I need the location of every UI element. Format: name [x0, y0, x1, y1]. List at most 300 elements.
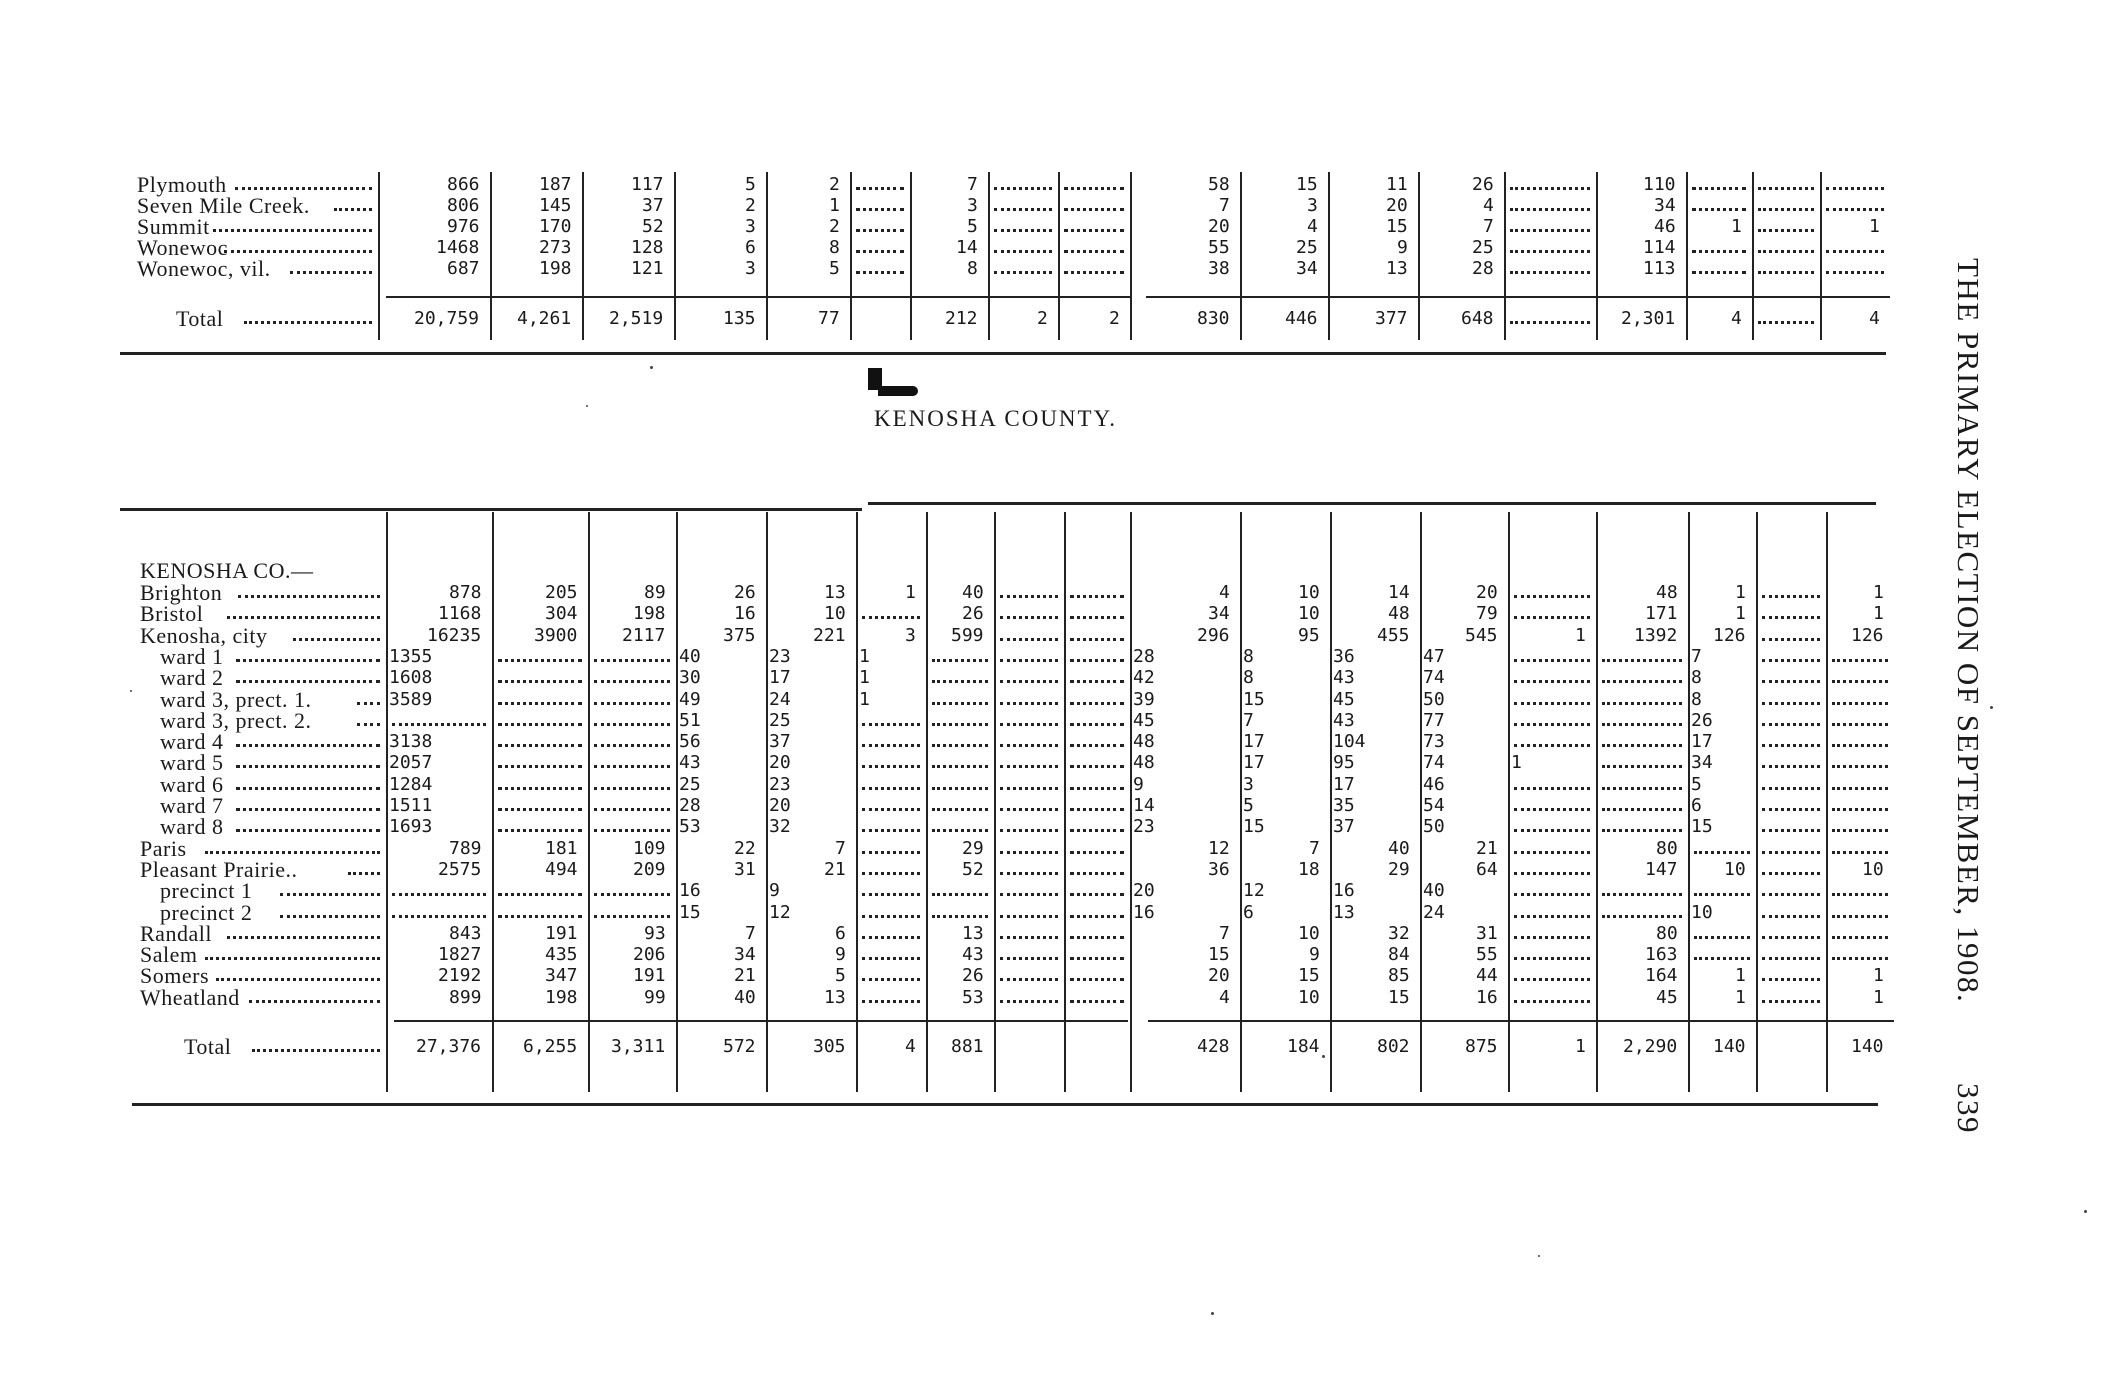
empty-cell-dots — [498, 702, 582, 705]
cell-value: 187 — [539, 174, 572, 195]
empty-cell-dots — [1602, 723, 1682, 726]
cell-value: 4 — [1869, 308, 1880, 329]
cell-value: 12 — [769, 901, 791, 923]
empty-cell-dots — [1762, 702, 1820, 705]
empty-cell-dots — [862, 893, 920, 896]
empty-cell-dots — [1514, 957, 1590, 960]
empty-cell-dots — [1000, 680, 1058, 683]
cell-value: 10 — [1298, 603, 1320, 625]
column-rule — [386, 512, 388, 1092]
cell-value: 6 — [1243, 901, 1254, 923]
leader-dots — [290, 271, 372, 274]
cell-value: 4 — [1219, 986, 1230, 1008]
empty-cell-dots — [1832, 915, 1888, 918]
cell-value: 7 — [1691, 645, 1702, 667]
empty-cell-dots — [1762, 744, 1820, 747]
cell-value: 40 — [679, 645, 701, 667]
cell-value: 42 — [1133, 667, 1155, 689]
cell-value: 95 — [1298, 624, 1320, 646]
cell-value: 147 — [1645, 858, 1678, 880]
print-speck — [1538, 1255, 1540, 1257]
empty-cell-dots — [1000, 893, 1058, 896]
cell-value: 11 — [1386, 174, 1408, 195]
cell-value: 1 — [1873, 582, 1884, 603]
cell-value: 1 — [1735, 986, 1746, 1008]
cell-value: 99 — [644, 986, 666, 1008]
cell-value: 3 — [745, 216, 756, 237]
cell-value: 6 — [835, 922, 846, 944]
cell-value: 7 — [1483, 216, 1494, 237]
empty-cell-dots — [1762, 1000, 1820, 1003]
empty-cell-dots — [1602, 808, 1682, 811]
leader-dots — [244, 321, 372, 324]
empty-cell-dots — [1826, 187, 1884, 190]
column-rule — [856, 512, 858, 1092]
print-speck — [586, 405, 588, 407]
column-rule — [1130, 172, 1132, 340]
empty-cell-dots — [856, 187, 904, 190]
empty-cell-dots — [1000, 957, 1058, 960]
cell-value: 572 — [723, 1036, 756, 1057]
cell-value: 32 — [769, 816, 791, 838]
empty-cell-dots — [1070, 787, 1124, 790]
cell-value: 296 — [1197, 624, 1230, 646]
cell-value: 89 — [644, 582, 666, 603]
cell-value: 6 — [1691, 795, 1702, 816]
empty-cell-dots — [1762, 829, 1820, 832]
cell-value: 48 — [1656, 582, 1678, 603]
column-rule — [492, 512, 494, 1092]
empty-cell-dots — [392, 915, 486, 918]
cell-value: 74 — [1423, 667, 1445, 689]
empty-cell-dots — [1070, 1000, 1124, 1003]
column-rule — [994, 512, 996, 1092]
column-rule — [1330, 512, 1332, 1092]
cell-value: 30 — [679, 667, 701, 689]
cell-value: 28 — [679, 795, 701, 816]
cell-value: 20 — [769, 752, 791, 774]
cell-value: 12 — [1243, 880, 1265, 902]
cell-value: 1 — [1511, 752, 1522, 774]
empty-cell-dots — [862, 957, 920, 960]
empty-cell-dots — [1602, 915, 1682, 918]
cell-value: 25 — [1296, 237, 1318, 258]
empty-cell-dots — [1514, 723, 1590, 726]
cell-value: 10 — [1862, 858, 1884, 880]
cell-value: 1693 — [389, 816, 433, 838]
cell-value: 1168 — [438, 603, 482, 625]
empty-cell-dots — [994, 229, 1052, 232]
cell-value: 4 — [1307, 216, 1318, 237]
empty-cell-dots — [1070, 957, 1124, 960]
empty-cell-dots — [594, 659, 670, 662]
cell-value: 43 — [1333, 667, 1355, 689]
empty-cell-dots — [1514, 595, 1590, 598]
empty-cell-dots — [1692, 208, 1746, 211]
cell-value: 7 — [835, 837, 846, 859]
empty-cell-dots — [1070, 829, 1124, 832]
empty-cell-dots — [1832, 702, 1888, 705]
cell-value: 13 — [1333, 901, 1355, 923]
empty-cell-dots — [594, 893, 670, 896]
empty-cell-dots — [994, 187, 1052, 190]
total-rule — [1148, 1020, 1894, 1022]
cell-value: 305 — [813, 1036, 846, 1057]
empty-cell-dots — [1070, 851, 1124, 854]
cell-value: 46 — [1654, 216, 1676, 237]
cell-value: 25 — [679, 773, 701, 795]
leader-dots — [357, 723, 380, 726]
empty-cell-dots — [1832, 829, 1888, 832]
cell-value: 14 — [1133, 795, 1155, 816]
cell-value: 10 — [1298, 582, 1320, 603]
empty-cell-dots — [1762, 915, 1820, 918]
empty-cell-dots — [1514, 893, 1590, 896]
cell-value: 20,759 — [414, 308, 480, 329]
cell-value: 14 — [1388, 582, 1410, 603]
empty-cell-dots — [498, 765, 582, 768]
cell-value: 52 — [962, 858, 984, 880]
cell-value: 3 — [1307, 195, 1318, 216]
cell-value: 17 — [769, 667, 791, 689]
row-label: ward 1 — [160, 643, 224, 669]
cell-value: 2,290 — [1623, 1036, 1678, 1057]
cell-value: 140 — [1851, 1036, 1884, 1057]
empty-cell-dots — [1832, 808, 1888, 811]
empty-cell-dots — [594, 765, 670, 768]
cell-value: 4,261 — [517, 308, 572, 329]
row-label: ward 7 — [160, 793, 224, 818]
column-rule — [1596, 512, 1598, 1092]
row-label: Wonewoc — [137, 235, 228, 260]
cell-value: 2 — [1109, 308, 1120, 329]
cell-value: 24 — [1423, 901, 1445, 923]
empty-cell-dots — [498, 680, 582, 683]
cell-value: 171 — [1645, 603, 1678, 625]
cell-value: 85 — [1388, 965, 1410, 987]
cell-value: 830 — [1197, 308, 1230, 329]
empty-cell-dots — [994, 271, 1052, 274]
cell-value: 26 — [734, 582, 756, 603]
empty-cell-dots — [1070, 616, 1124, 619]
cell-value: 40 — [962, 582, 984, 603]
empty-cell-dots — [1070, 744, 1124, 747]
row-label: Wonewoc, vil. — [137, 256, 271, 281]
empty-cell-dots — [932, 765, 988, 768]
cell-value: 8 — [1691, 688, 1702, 710]
cell-value: 191 — [633, 965, 666, 987]
cell-value: 22 — [734, 837, 756, 859]
cell-value: 7 — [967, 174, 978, 195]
column-rule — [676, 512, 678, 1092]
empty-cell-dots — [1514, 787, 1590, 790]
cell-value: 9 — [1133, 773, 1144, 795]
cell-value: 5 — [745, 174, 756, 195]
cell-value: 53 — [679, 816, 701, 838]
empty-cell-dots — [1514, 744, 1590, 747]
empty-cell-dots — [862, 851, 920, 854]
cell-value: 10 — [1724, 858, 1746, 880]
cell-value: 494 — [545, 858, 578, 880]
leader-dots — [249, 1000, 380, 1003]
empty-cell-dots — [1070, 723, 1124, 726]
empty-cell-dots — [1000, 936, 1058, 939]
cell-value: 27,376 — [416, 1036, 482, 1057]
cell-value: 7 — [1219, 195, 1230, 216]
empty-cell-dots — [1758, 271, 1814, 274]
table-rule — [132, 1103, 1878, 1106]
cell-value: 15 — [1298, 965, 1320, 987]
cell-value: 3 — [1243, 773, 1254, 795]
cell-value: 23 — [769, 645, 791, 667]
cell-value: 899 — [449, 986, 482, 1008]
empty-cell-dots — [498, 744, 582, 747]
cell-value: 221 — [813, 624, 846, 646]
column-rule — [1756, 512, 1758, 1092]
cell-value: 648 — [1461, 308, 1494, 329]
column-rule — [766, 172, 768, 340]
cell-value: 34 — [1296, 258, 1318, 279]
column-rule — [1240, 172, 1242, 340]
cell-value: 20 — [1208, 216, 1230, 237]
column-rule — [588, 512, 590, 1092]
empty-cell-dots — [1000, 595, 1058, 598]
row-label: precinct 1 — [160, 878, 253, 904]
empty-cell-dots — [932, 702, 988, 705]
cell-value: 43 — [962, 944, 984, 966]
empty-cell-dots — [392, 723, 486, 726]
empty-cell-dots — [1762, 851, 1820, 854]
cell-value: 45 — [1333, 688, 1355, 710]
empty-cell-dots — [594, 723, 670, 726]
cell-value: 8 — [829, 237, 840, 258]
cell-value: 49 — [679, 688, 701, 710]
empty-cell-dots — [1762, 680, 1820, 683]
cell-value: 48 — [1133, 752, 1155, 774]
empty-cell-dots — [1602, 787, 1682, 790]
empty-cell-dots — [1514, 851, 1590, 854]
empty-cell-dots — [1000, 851, 1058, 854]
row-label: ward 2 — [160, 665, 224, 691]
cell-value: 15 — [1388, 986, 1410, 1008]
cell-value: 29 — [1388, 858, 1410, 880]
empty-cell-dots — [498, 723, 582, 726]
cell-value: 18 — [1298, 858, 1320, 880]
empty-cell-dots — [1762, 893, 1820, 896]
cell-value: 4 — [905, 1036, 916, 1057]
empty-cell-dots — [932, 723, 988, 726]
cell-value: 20 — [1208, 965, 1230, 987]
cell-value: 1468 — [436, 237, 480, 258]
leader-dots — [236, 765, 380, 768]
empty-cell-dots — [1762, 595, 1820, 598]
cell-value: 32 — [1388, 922, 1410, 944]
cell-value: 4 — [1483, 195, 1494, 216]
empty-cell-dots — [594, 680, 670, 683]
cell-value: 206 — [633, 944, 666, 966]
leader-dots — [227, 616, 380, 619]
empty-cell-dots — [1000, 702, 1058, 705]
empty-cell-dots — [594, 744, 670, 747]
cell-value: 3,311 — [611, 1036, 666, 1057]
empty-cell-dots — [1762, 872, 1820, 875]
empty-cell-dots — [1758, 187, 1814, 190]
cell-value: 104 — [1333, 731, 1366, 753]
cell-value: 1355 — [389, 645, 433, 667]
empty-cell-dots — [1000, 829, 1058, 832]
leader-dots — [205, 957, 380, 960]
empty-cell-dots — [1832, 787, 1888, 790]
cell-value: 9 — [1397, 237, 1408, 258]
empty-cell-dots — [1514, 829, 1590, 832]
cell-value: 35 — [1333, 795, 1355, 816]
empty-cell-dots — [1064, 250, 1124, 253]
empty-cell-dots — [1064, 229, 1124, 232]
cell-value: 40 — [1388, 837, 1410, 859]
cell-value: 1 — [859, 645, 870, 667]
empty-cell-dots — [1832, 765, 1888, 768]
empty-cell-dots — [594, 787, 670, 790]
cell-value: 9 — [769, 880, 780, 902]
cell-value: 5 — [835, 965, 846, 987]
empty-cell-dots — [1832, 659, 1888, 662]
empty-cell-dots — [862, 744, 920, 747]
cell-value: 5 — [1691, 773, 1702, 795]
leader-dots — [213, 229, 372, 232]
cell-value: 198 — [539, 258, 572, 279]
cell-value: 145 — [539, 195, 572, 216]
cell-value: 17 — [1333, 773, 1355, 795]
empty-cell-dots — [498, 659, 582, 662]
empty-cell-dots — [1762, 638, 1820, 641]
cell-value: 26 — [962, 603, 984, 625]
empty-cell-dots — [1514, 1000, 1590, 1003]
column-rule — [850, 172, 852, 340]
empty-cell-dots — [862, 829, 920, 832]
empty-cell-dots — [1070, 893, 1124, 896]
cell-value: 13 — [824, 986, 846, 1008]
cell-value: 34 — [1691, 752, 1713, 774]
table-rule — [120, 508, 862, 511]
cell-value: 114 — [1643, 237, 1676, 258]
leader-dots — [205, 851, 380, 854]
empty-cell-dots — [1692, 271, 1746, 274]
cell-value: 55 — [1208, 237, 1230, 258]
cell-value: 170 — [539, 216, 572, 237]
column-rule — [1420, 512, 1422, 1092]
row-label: Pleasant Prairie.. — [140, 856, 298, 882]
cell-value: 3589 — [389, 688, 433, 710]
empty-cell-dots — [1832, 680, 1888, 683]
empty-cell-dots — [862, 915, 920, 918]
cell-value: 55 — [1476, 944, 1498, 966]
cell-value: 47 — [1423, 645, 1445, 667]
cell-value: 3 — [967, 195, 978, 216]
empty-cell-dots — [1832, 893, 1888, 896]
cell-value: 377 — [1375, 308, 1408, 329]
cell-value: 8 — [1243, 667, 1254, 689]
empty-cell-dots — [994, 208, 1052, 211]
cell-value: 2 — [829, 174, 840, 195]
cell-value: 7 — [745, 922, 756, 944]
empty-cell-dots — [1000, 659, 1058, 662]
cell-value: 17 — [1243, 752, 1265, 774]
cell-value: 46 — [1423, 773, 1445, 795]
cell-value: 1 — [905, 582, 916, 603]
column-rule — [378, 172, 380, 340]
print-speck — [1990, 706, 1993, 709]
cell-value: 1 — [829, 195, 840, 216]
empty-cell-dots — [1514, 680, 1590, 683]
cell-value: 34 — [1654, 195, 1676, 216]
row-label: ward 8 — [160, 814, 224, 840]
empty-cell-dots — [1000, 1000, 1058, 1003]
cell-value: 36 — [1333, 645, 1355, 667]
cell-value: 93 — [644, 922, 666, 944]
cell-value: 58 — [1208, 174, 1230, 195]
cell-value: 37 — [769, 731, 791, 753]
cell-value: 687 — [447, 258, 480, 279]
row-label: Summit — [137, 214, 210, 239]
cell-value: 13 — [1386, 258, 1408, 279]
column-rule — [1826, 512, 1828, 1092]
row-label: Paris — [140, 835, 187, 861]
cell-value: 34 — [1208, 603, 1230, 625]
cell-value: 545 — [1465, 624, 1498, 646]
cell-value: 128 — [631, 237, 664, 258]
cell-value: 428 — [1197, 1036, 1230, 1057]
cell-value: 21 — [1476, 837, 1498, 859]
empty-cell-dots — [1602, 744, 1682, 747]
empty-cell-dots — [932, 744, 988, 747]
cell-value: 113 — [1643, 258, 1676, 279]
cell-value: 4 — [1731, 308, 1742, 329]
cell-value: 2057 — [389, 752, 433, 774]
empty-cell-dots — [862, 616, 920, 619]
empty-cell-dots — [1510, 229, 1590, 232]
empty-cell-dots — [1514, 659, 1590, 662]
total-label: Total — [184, 1034, 232, 1059]
empty-cell-dots — [1514, 702, 1590, 705]
cell-value: 28 — [1133, 645, 1155, 667]
row-label: ward 4 — [160, 729, 224, 755]
leader-dots — [236, 829, 380, 832]
cell-value: 446 — [1285, 308, 1318, 329]
cell-value: 5 — [829, 258, 840, 279]
row-label: ward 5 — [160, 750, 224, 776]
cell-value: 20 — [1133, 880, 1155, 902]
cell-value: 10 — [1298, 986, 1320, 1008]
empty-cell-dots — [1070, 765, 1124, 768]
empty-cell-dots — [932, 829, 988, 832]
leader-dots — [236, 680, 380, 683]
column-rule — [674, 172, 676, 340]
cell-value: 181 — [545, 837, 578, 859]
empty-cell-dots — [862, 765, 920, 768]
cell-value: 64 — [1476, 858, 1498, 880]
column-rule — [1240, 512, 1242, 1092]
leader-dots — [238, 595, 380, 598]
empty-cell-dots — [932, 787, 988, 790]
empty-cell-dots — [392, 893, 486, 896]
cell-value: 15 — [1691, 816, 1713, 838]
empty-cell-dots — [932, 915, 988, 918]
empty-cell-dots — [1070, 915, 1124, 918]
row-label: Bristol — [140, 601, 204, 627]
empty-cell-dots — [856, 271, 904, 274]
cell-value: 9 — [1309, 944, 1320, 966]
cell-value: 56 — [679, 731, 701, 753]
